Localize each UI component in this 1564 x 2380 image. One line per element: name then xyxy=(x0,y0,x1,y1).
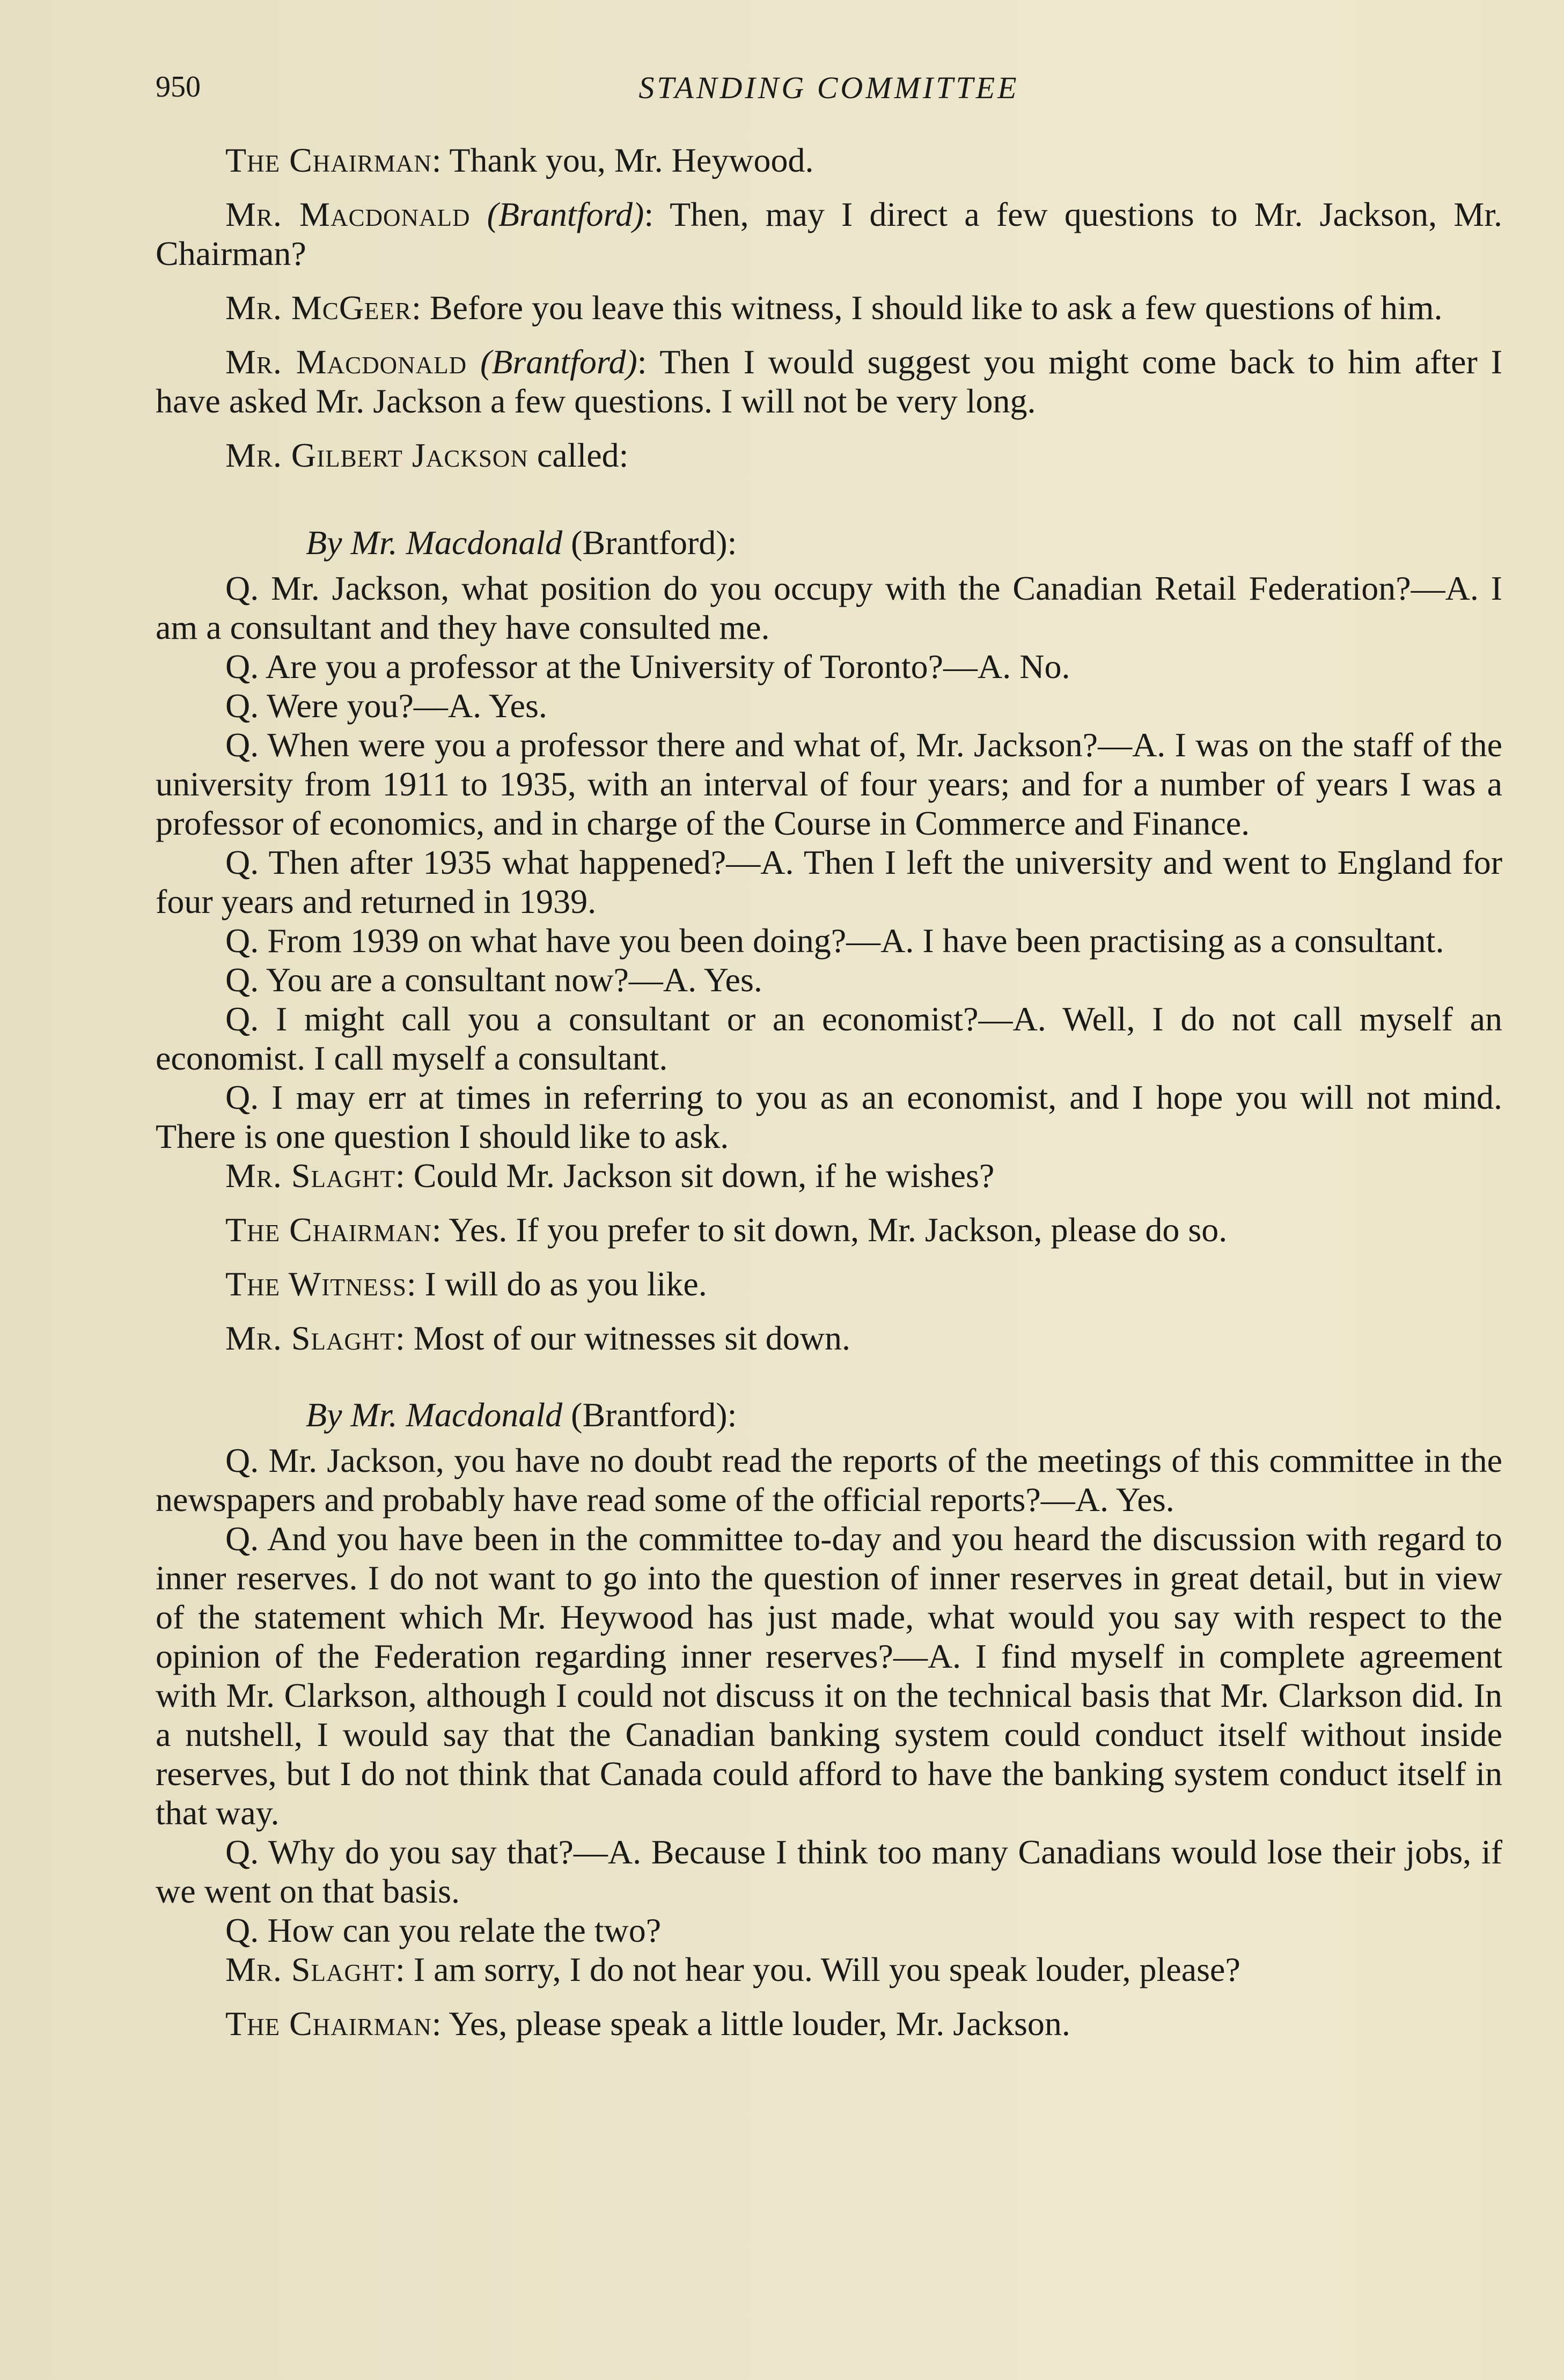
witness-name: Mr. Gilbert Jackson xyxy=(225,436,528,474)
speaker-name: The Chairman xyxy=(225,2005,432,2043)
speaker-name: Mr. Slaght xyxy=(225,1156,395,1195)
speech-paragraph: Mr. Slaght: Could Mr. Jackson sit down, if he wishes? xyxy=(225,1156,995,1195)
question-answer: Q. From 1939 on what have you been doing?—A. I have been practising as a consultant. xyxy=(225,922,1444,960)
speech-paragraph: Mr. Slaght: Most of our witnesses sit down. xyxy=(225,1319,850,1357)
speech-text: Could Mr. Jackson sit down, if he wishes? xyxy=(413,1156,995,1195)
called-text: called: xyxy=(537,436,629,474)
question-answer: Q. Mr. Jackson, you have no doubt read the reports of the meetings of this committee in the newspapers and probably have read some of the official reports?—A. Yes. xyxy=(156,1441,1502,1519)
running-head: STANDING COMMITTEE xyxy=(638,70,1019,105)
speaker-name: Mr. Slaght xyxy=(225,1950,395,1988)
speech-paragraph: Mr. Macdonald (Brantford): Then, may I direct a few questions to Mr. Jackson, Mr. Chairman? xyxy=(156,195,1503,272)
transcript-body xyxy=(156,141,1502,2058)
speech-text: I am sorry, I do not hear you. Will you speak louder, please? xyxy=(413,1950,1240,1988)
examiner-riding: (Brantford): xyxy=(571,524,737,562)
speech-text: Most of our witnesses sit down. xyxy=(413,1319,850,1357)
speech-paragraph: The Chairman: Yes, please speak a little louder, Mr. Jackson. xyxy=(225,2005,1070,2043)
speech-text: Yes. If you prefer to sit down, Mr. Jackson, please do so. xyxy=(449,1211,1228,1249)
speaker-name: Mr. McGeer xyxy=(225,289,412,327)
speaker-name: Mr. Macdonald xyxy=(225,343,467,381)
speech-text: Yes, please speak a little louder, Mr. Jackson. xyxy=(449,2005,1070,2043)
question-answer: Q. How can you relate the two? xyxy=(225,1911,662,1949)
speech-paragraph: Mr. Slaght: I am sorry, I do not hear you. Will you speak louder, please? xyxy=(225,1950,1240,1988)
witness-called xyxy=(156,436,1502,475)
question-answer: Q. I might call you a consultant or an economist?—A. Well, I do not call myself an economist. I call myself a consultant. xyxy=(156,1000,1502,1077)
examiner-riding: (Brantford): xyxy=(571,1396,737,1434)
question-answer: Q. You are a consultant now?—A. Yes. xyxy=(225,961,762,999)
speech-text: Thank you, Mr. Heywood. xyxy=(449,141,814,179)
examiner-name: By Mr. Macdonald xyxy=(306,1396,563,1434)
question-answer: Q. Were you?—A. Yes. xyxy=(225,687,547,725)
question-answer: Q. Why do you say that?—A. Because I think too many Canadians would lose their jobs, if we went on that basis. xyxy=(156,1833,1502,1910)
speaker-name: The Chairman xyxy=(225,1211,432,1249)
speech-paragraph: The Chairman: Thank you, Mr. Heywood. xyxy=(225,141,814,179)
speech-paragraph: Mr. McGeer: Before you leave this witness, I should like to ask a few questions of him. xyxy=(225,289,1443,327)
speech-text: I will do as you like. xyxy=(424,1265,707,1303)
examiner-heading xyxy=(156,1395,1502,1434)
examiner-heading xyxy=(156,523,1502,562)
speech-text: Before you leave this witness, I should like to ask a few questions of him. xyxy=(429,289,1443,327)
speaker-name: Mr. Macdonald xyxy=(225,195,471,233)
speech-paragraph: The Chairman: Yes. If you prefer to sit down, Mr. Jackson, please do so. xyxy=(225,1211,1228,1249)
page-header xyxy=(156,70,1502,113)
question-answer: Q. I may err at times in referring to you as an economist, and I hope you will not mind. There is one question I should like to ask. xyxy=(156,1078,1502,1155)
examiner-name: By Mr. Macdonald xyxy=(306,524,563,562)
speaker-name: The Chairman xyxy=(225,141,432,179)
speaker-name: The Witness xyxy=(225,1265,407,1303)
speech-text: Then I would suggest you might come back to him after I have asked Mr. Jackson a few questions. I will not be very long. xyxy=(156,343,1503,420)
speaker-name: Mr. Slaght xyxy=(225,1319,395,1357)
question-answer: Q. Mr. Jackson, what position do you occupy with the Canadian Retail Federation?—A. I am a consultant and they have consulted me. xyxy=(156,569,1502,646)
question-answer: Q. When were you a professor there and what of, Mr. Jackson?—A. I was on the staff of the university from 1911 to 1935, with an interval of four years; and for a number of years I was a professor of economics, and in charge of the Course in Commerce and Finance. xyxy=(156,726,1502,842)
speech-paragraph: The Witness: I will do as you like. xyxy=(225,1265,707,1303)
speech-paragraph: Mr. Macdonald (Brantford): Then I would suggest you might come back to him after I have asked Mr. Jackson a few questions. I will not be very long. xyxy=(156,343,1503,420)
question-answer: Q. And you have been in the committee to-day and you heard the discussion with regard to inner reserves. I do not want to go into the question of inner reserves in great detail, but in view of the statement which Mr. Heywood has just made, what would you say with respect to the opinion of the Federation regarding inner reserves?—A. I find myself in complete agreement with Mr. Clarkson, although I could not discuss it on the technical basis that Mr. Clarkson did. In a nutshell, I would say that the Canadian banking system could conduct itself without inside reserves, but I do not think that Canada could afford to have the banking system conduct itself in that way. xyxy=(156,1520,1502,1832)
question-answer: Q. Then after 1935 what happened?—A. Then I left the university and went to England for four years and returned in 1939. xyxy=(156,843,1502,920)
question-answer: Q. Are you a professor at the University of Toronto?—A. No. xyxy=(225,647,1070,686)
speaker-riding: (Brantford) xyxy=(480,343,637,381)
page-number: 950 xyxy=(156,70,201,104)
speech-text: Then, may I direct a few questions to Mr. Jackson, Mr. Chairman? xyxy=(156,195,1503,272)
speaker-riding: (Brantford) xyxy=(487,195,644,233)
